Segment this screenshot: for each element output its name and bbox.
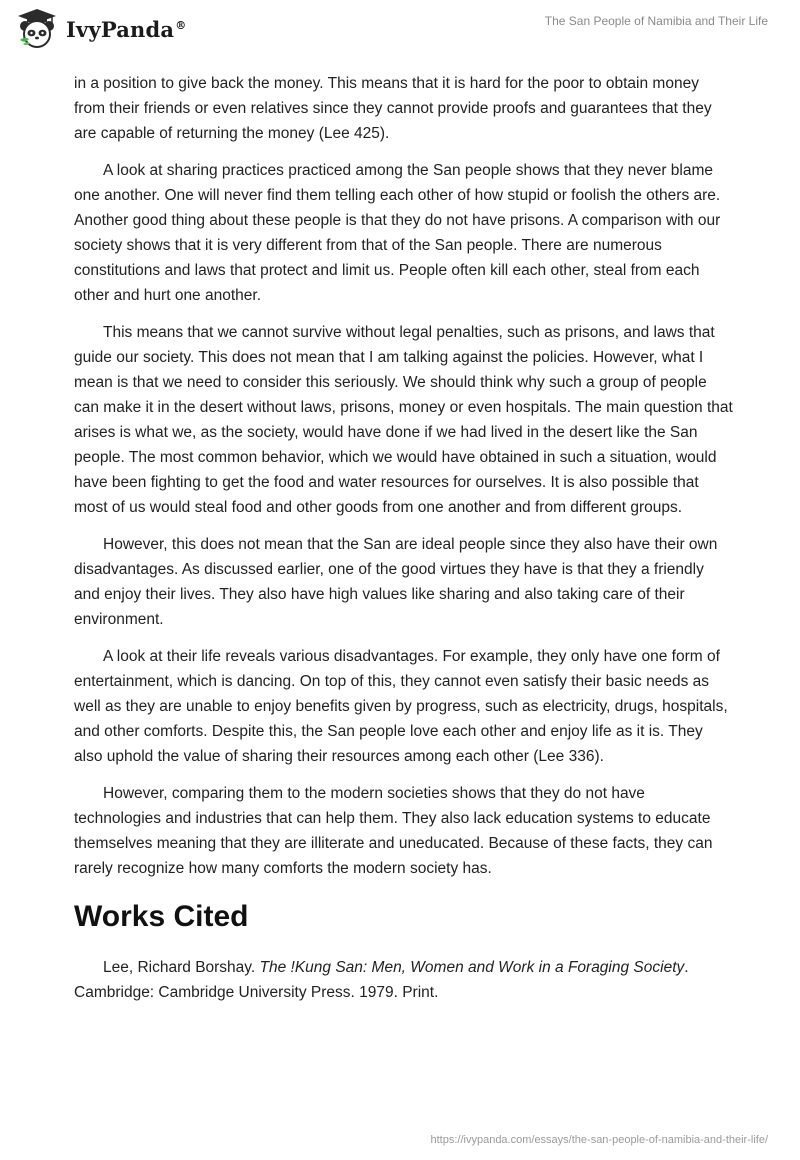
paragraph: However, comparing them to the modern societies shows that they do not have technologies and industries that can help them. They also lack education systems to educate themselves meaning that they are illiterate and uneducated. Because of these facts, they can rarely recognize how many comforts the modern society has. <box>74 785 713 877</box>
page-header <box>0 0 800 70</box>
ivypanda-logo[interactable] <box>14 6 186 52</box>
panda-graduate-icon <box>14 6 60 52</box>
citation-entry <box>74 955 734 1005</box>
citation-publication: . Cambridge: Cambridge University Press. 1979. Print. <box>74 959 689 1001</box>
paragraph: This means that we cannot survive without legal penalties, such as prisons, and laws that guide our society. This does not mean that I am talking against the policies. However, what I mean is that we need to consider this seriously. We should think why such a group of people can make it in the desert without laws, prisons, money or even hospitals. The main question that arises is what we, as the society, would have done if we had lived in the desert like the San people. The most common behavior, which we would have obtained in such a situation, would have been fighting to get the food and water resources for ourselves. It is also possible that most of us would steal food and other goods from one another and from different groups. <box>74 324 733 516</box>
logo-wordmark: IvyPanda® <box>66 16 187 42</box>
paragraph: A look at their life reveals various disadvantages. For example, they only have one form of entertainment, which is dancing. On top of this, they cannot even satisfy their basic needs as well as they are unable to enjoy benefits given by progress, such as electricity, drugs, hospitals, and other comforts. Despite this, the San people love each other and enjoy life as it is. They also uphold the value of sharing their resources among each other (Lee 336). <box>74 648 728 765</box>
source-url[interactable]: https://ivypanda.com/essays/the-san-people-of-namibia-and-their-life/ <box>430 1134 768 1146</box>
works-cited-heading: Works Cited <box>74 900 249 933</box>
citation-title: The !Kung San: Men, Women and Work in a Foraging Society <box>259 959 685 976</box>
paragraph: However, this does not mean that the San are ideal people since they also have their own disadvantages. As discussed earlier, one of the good virtues they have is that they a friendly and enjoy their lives. They also have high values like sharing and also taking care of their environment. <box>74 536 718 628</box>
citation-author: Lee, Richard Borshay. <box>103 959 260 976</box>
paragraph: A look at sharing practices practiced among the San people shows that they never blame one another. One will never find them telling each other of how stupid or foolish the others are. Another good thing about these people is that they do not have prisons. A comparison with our society shows that it is very different from that of the San people. There are numerous constitutions and laws that protect and limit us. People often kill each other, steal from each other and hurt one another. <box>74 162 721 304</box>
paragraph: in a position to give back the money. This means that it is hard for the poor to obtain money from their friends or even relatives since they cannot provide proofs and guarantees that they are capable of returning the money (Lee 425). <box>74 75 712 142</box>
essay-body <box>74 71 734 1005</box>
running-title: The San People of Namibia and Their Life <box>544 14 768 28</box>
